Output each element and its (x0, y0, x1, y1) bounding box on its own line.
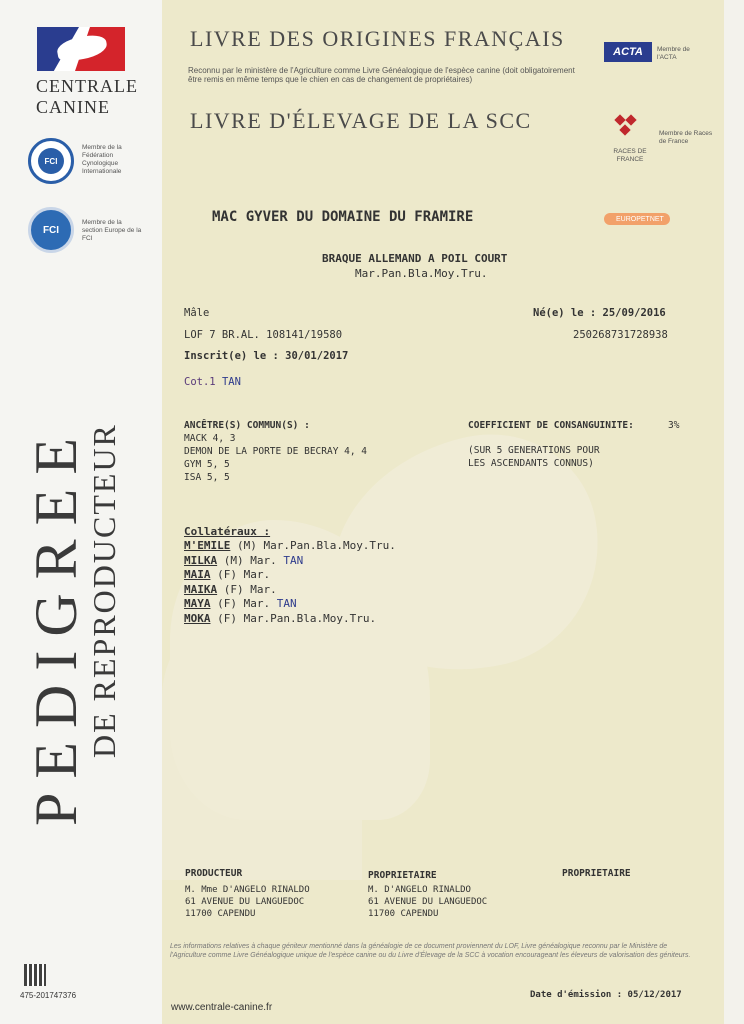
dog-color: Mar.Pan.Bla.Moy.Tru. (355, 267, 488, 280)
right-margin (724, 0, 744, 1024)
coef-note-1: (SUR 5 GENERATIONS POUR (468, 445, 600, 456)
dog-name: MAC GYVER DU DOMAINE DU FRAMIRE (212, 209, 474, 225)
cotation: Cot.1 TAN (184, 376, 241, 388)
qr-code-icon (24, 964, 46, 986)
coef-heading: COEFFICIENT DE CONSANGUINITE: (468, 420, 634, 431)
fci-europe-icon: FCI (28, 207, 74, 253)
dog-sex: Mâle (184, 307, 210, 319)
collateral-item: MOKA (F) Mar.Pan.Bla.Moy.Tru. (184, 611, 377, 625)
ancestor-item: DEMON DE LA PORTE DE BECRAY 4, 4 (184, 446, 368, 457)
document-number: 475-201747376 (20, 991, 77, 1000)
fci-member-text: Membre de la Fédération Cynologique Internationale (82, 144, 122, 175)
dog-breed: BRAQUE ALLEMAND A POIL COURT (322, 252, 508, 265)
lof-title: LIVRE DES ORIGINES FRANÇAIS (190, 26, 565, 51)
collateral-item: MAIKA (F) Mar. (184, 582, 277, 596)
lof-subtitle: Reconnu par le ministère de l'Agriculture comme Livre Généalogique de l'espèce canine (doit obligatoirement être remis en même temps que le chien en cas de changement de propriétaires) (188, 66, 575, 84)
acta-member-text: Membre de l'ACTA (657, 46, 690, 61)
proprietaire-address: M. D'ANGELO RINALDO 61 AVENUE DU LANGUEDOC 11700 CAPENDU (368, 885, 488, 919)
collateral-item: MAIA (F) Mar. (184, 568, 271, 581)
collaterals-heading: Collatéraux : (184, 525, 271, 538)
ancestor-item: ISA 5, 5 (184, 472, 230, 483)
producteur-heading: PRODUCTEUR (185, 868, 243, 879)
producteur-address: M. Mme D'ANGELO RINALDO 61 AVENUE DU LANGUEDOC 11700 CAPENDU (185, 885, 310, 919)
fci-europe-member-text: Membre de la section Europe de la FCI (82, 219, 142, 242)
ancestors-list (184, 432, 367, 484)
emission-date: Date d'émission : 05/12/2017 (530, 990, 682, 1000)
website-link[interactable]: www.centrale-canine.fr (171, 1002, 273, 1013)
acta-logo-icon: ACTA (604, 42, 652, 62)
scc-title: LIVRE D'ÉLEVAGE DE LA SCC (190, 108, 532, 133)
collateral-item: MILKA (M) Mar. TAN (184, 553, 304, 567)
legal-note: Les informations relatives à chaque géniteur mentionné dans la généalogie de ce document proviennent du LOF, Livre généalogique reconnu par le Ministère de l'Agriculture comme Livre Généalogique unique de l'espèce canine ou du Livre d'Élevage de la SCC à vocation encourageant les éleveurs de valorisation des géniteurs. (170, 943, 691, 959)
races-de-france-icon (612, 114, 642, 144)
collateral-item: MAYA (F) Mar. TAN (184, 597, 297, 610)
ancestor-item: MACK 4, 3 (184, 433, 236, 444)
fci-globe-icon: FCI (28, 138, 74, 184)
proprietaire-2-heading: PROPRIETAIRE (562, 868, 631, 879)
collaterals-list (184, 539, 396, 626)
coef-note-2: LES ASCENDANTS CONNUS) (468, 458, 594, 469)
brand-line1: CENTRALE (36, 76, 138, 96)
collateral-item: M'EMILE (M) Mar.Pan.Bla.Moy.Tru. (184, 539, 396, 552)
ancestors-heading: ANCÊTRE(S) COMMUN(S) : (184, 420, 310, 431)
chip-number: 250268731728938 (573, 329, 668, 341)
races-member-text: Membre de Races de France (659, 130, 713, 145)
europetnet-badge: EUROPETNET (604, 213, 670, 225)
lof-number: LOF 7 BR.AL. 108141/19580 (184, 329, 343, 341)
birth-date: Né(e) le : 25/09/2016 (533, 307, 666, 319)
centrale-canine-logo-icon (37, 27, 125, 71)
brand-line2: CANINE (36, 97, 110, 117)
ancestor-item: GYM 5, 5 (184, 459, 230, 470)
reproducteur-vertical-subtitle: DE REPRODUCTEUR (86, 423, 122, 758)
proprietaire-heading: PROPRIETAIRE (368, 870, 437, 881)
races-label: RACES DE FRANCE (613, 148, 647, 163)
coef-value: 3% (668, 420, 680, 431)
pedigree-vertical-title: PEDIGREE (23, 424, 89, 826)
inscription-date: Inscrit(e) le : 30/01/2017 (184, 350, 349, 362)
